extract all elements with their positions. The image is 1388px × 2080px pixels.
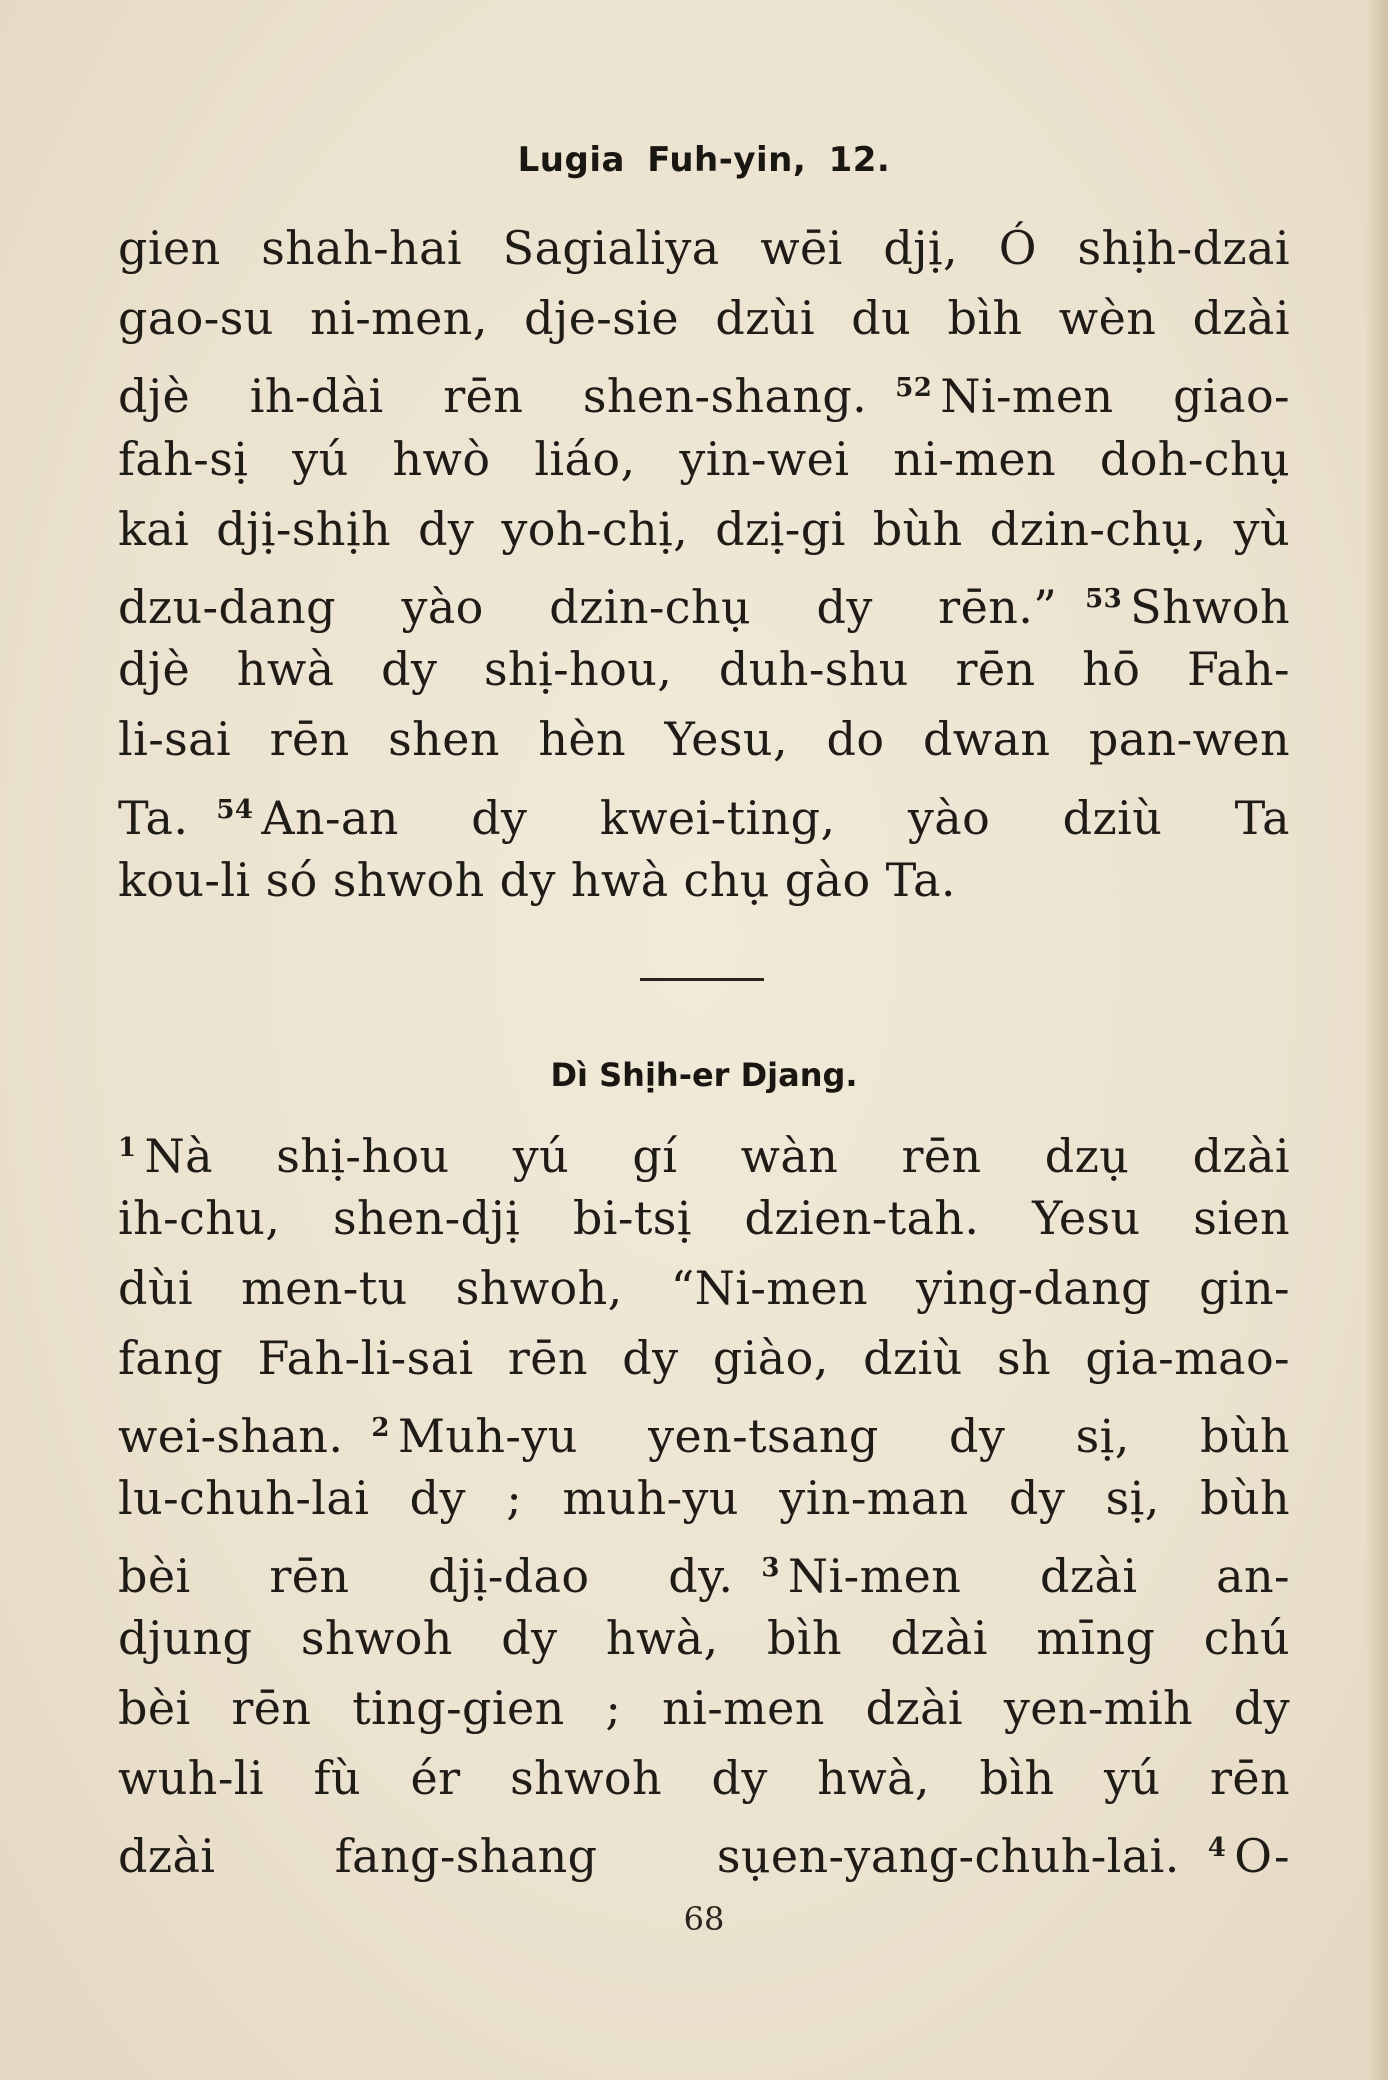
verse-text: djung shwoh dy hwà, bìh dzài mīng chú xyxy=(118,1611,1290,1665)
verse-text: djè ih-dài rēn shen-shang. xyxy=(118,369,868,424)
verse-text: fah-sị yú hwò liáo, yin-wei ni-men doh-chụ xyxy=(118,431,1290,486)
verse-text: Ta. xyxy=(118,790,189,845)
verse-text: djè hwà dy shị-hou, duh-shu rēn hō Fah- xyxy=(118,642,1290,697)
section-divider xyxy=(640,978,764,981)
text-line xyxy=(118,775,1290,845)
verse-text: ih-chu, shen-djị bi-tsị dzien-tah. Yesu sien xyxy=(118,1191,1290,1245)
text-line xyxy=(118,1673,1290,1743)
verse-text: dùi men-tu shwoh, “Ni-men ying-dang gin- xyxy=(118,1261,1290,1315)
text-line xyxy=(118,704,1290,774)
verse-text: li-sai rēn shen hèn Yesu, do dwan pan-wen xyxy=(118,712,1290,767)
verse-text: lu-chuh-lai dy ; muh-yu yin-man dy sị, bùh xyxy=(118,1471,1290,1525)
text-line xyxy=(118,424,1290,494)
page-edge-shadow xyxy=(1366,0,1388,2080)
text-line xyxy=(118,1113,1290,1183)
text-line xyxy=(118,1813,1290,1883)
verse-text: dzu-dang yào dzin-chụ dy rēn.” xyxy=(118,580,1058,634)
text-line xyxy=(118,1323,1290,1393)
text-line xyxy=(118,1743,1290,1813)
verse-text: wuh-li fù ér shwoh dy hwà, bìh yú rēn xyxy=(118,1751,1290,1805)
verse-text: An-an dy kwei-ting, yào dziù Ta xyxy=(261,790,1290,845)
chapter-heading: Dì Shịh-er Djang. xyxy=(550,1056,858,1094)
verse-text: wei-shan. xyxy=(118,1409,344,1463)
verse-text: gien shah-hai Sagialiya wēi djị, Ó shịh-dzai xyxy=(118,221,1290,275)
verse-text: O- xyxy=(1234,1829,1290,1883)
verse-number: 54 xyxy=(216,794,254,825)
verse-number: 53 xyxy=(1085,584,1123,614)
verse-number: 52 xyxy=(895,373,933,404)
text-line xyxy=(118,1253,1290,1323)
text-line xyxy=(118,353,1290,423)
text-line xyxy=(118,1533,1290,1603)
page-text-area xyxy=(118,0,1290,2080)
verse-text: Ni-men giao- xyxy=(940,369,1290,424)
text-line xyxy=(118,845,1290,915)
verse-text: bèi rēn ting-gien ; ni-men dzài yen-mih dy xyxy=(118,1681,1290,1735)
running-head: Lugia Fuh-yin, 12. xyxy=(517,140,891,180)
text-line xyxy=(118,634,1290,704)
text-line xyxy=(118,494,1290,564)
text-line xyxy=(118,213,1290,283)
text-line xyxy=(118,1463,1290,1533)
verse-number: 2 xyxy=(371,1413,390,1443)
verse-text: Muh-yu yen-tsang dy sị, bùh xyxy=(397,1409,1290,1463)
verse-text: bèi rēn djị-dao dy. xyxy=(118,1549,734,1603)
verse-text: Nà shị-hou yú gí wàn rēn dzụ dzài xyxy=(144,1129,1290,1183)
verse-number: 1 xyxy=(118,1133,137,1163)
text-line xyxy=(118,283,1290,353)
verse-text: Shwoh xyxy=(1130,580,1290,634)
verse-number: 4 xyxy=(1207,1833,1227,1863)
text-line xyxy=(118,1393,1290,1463)
page-number: 68 xyxy=(683,1900,725,1938)
verse-number: 3 xyxy=(761,1553,780,1583)
verse-text: Ni-men dzài an- xyxy=(787,1549,1290,1603)
verse-text: fang Fah-li-sai rēn dy giào, dziù sh gia-mao- xyxy=(118,1331,1290,1385)
verse-text: dzài fang-shang sụen-yang-chuh-lai. xyxy=(118,1829,1180,1883)
text-line xyxy=(118,1603,1290,1673)
text-line xyxy=(118,564,1290,634)
verse-text: gao-su ni-men, dje-sie dzùi du bìh wèn dzài xyxy=(118,291,1290,346)
text-line xyxy=(118,1183,1290,1253)
verse-text: kou-li só shwoh dy hwà chụ gào Ta. xyxy=(118,852,956,907)
verse-text: kai djị-shịh dy yoh-chị, dzị-gi bùh dzin-chụ, yù xyxy=(118,501,1290,556)
